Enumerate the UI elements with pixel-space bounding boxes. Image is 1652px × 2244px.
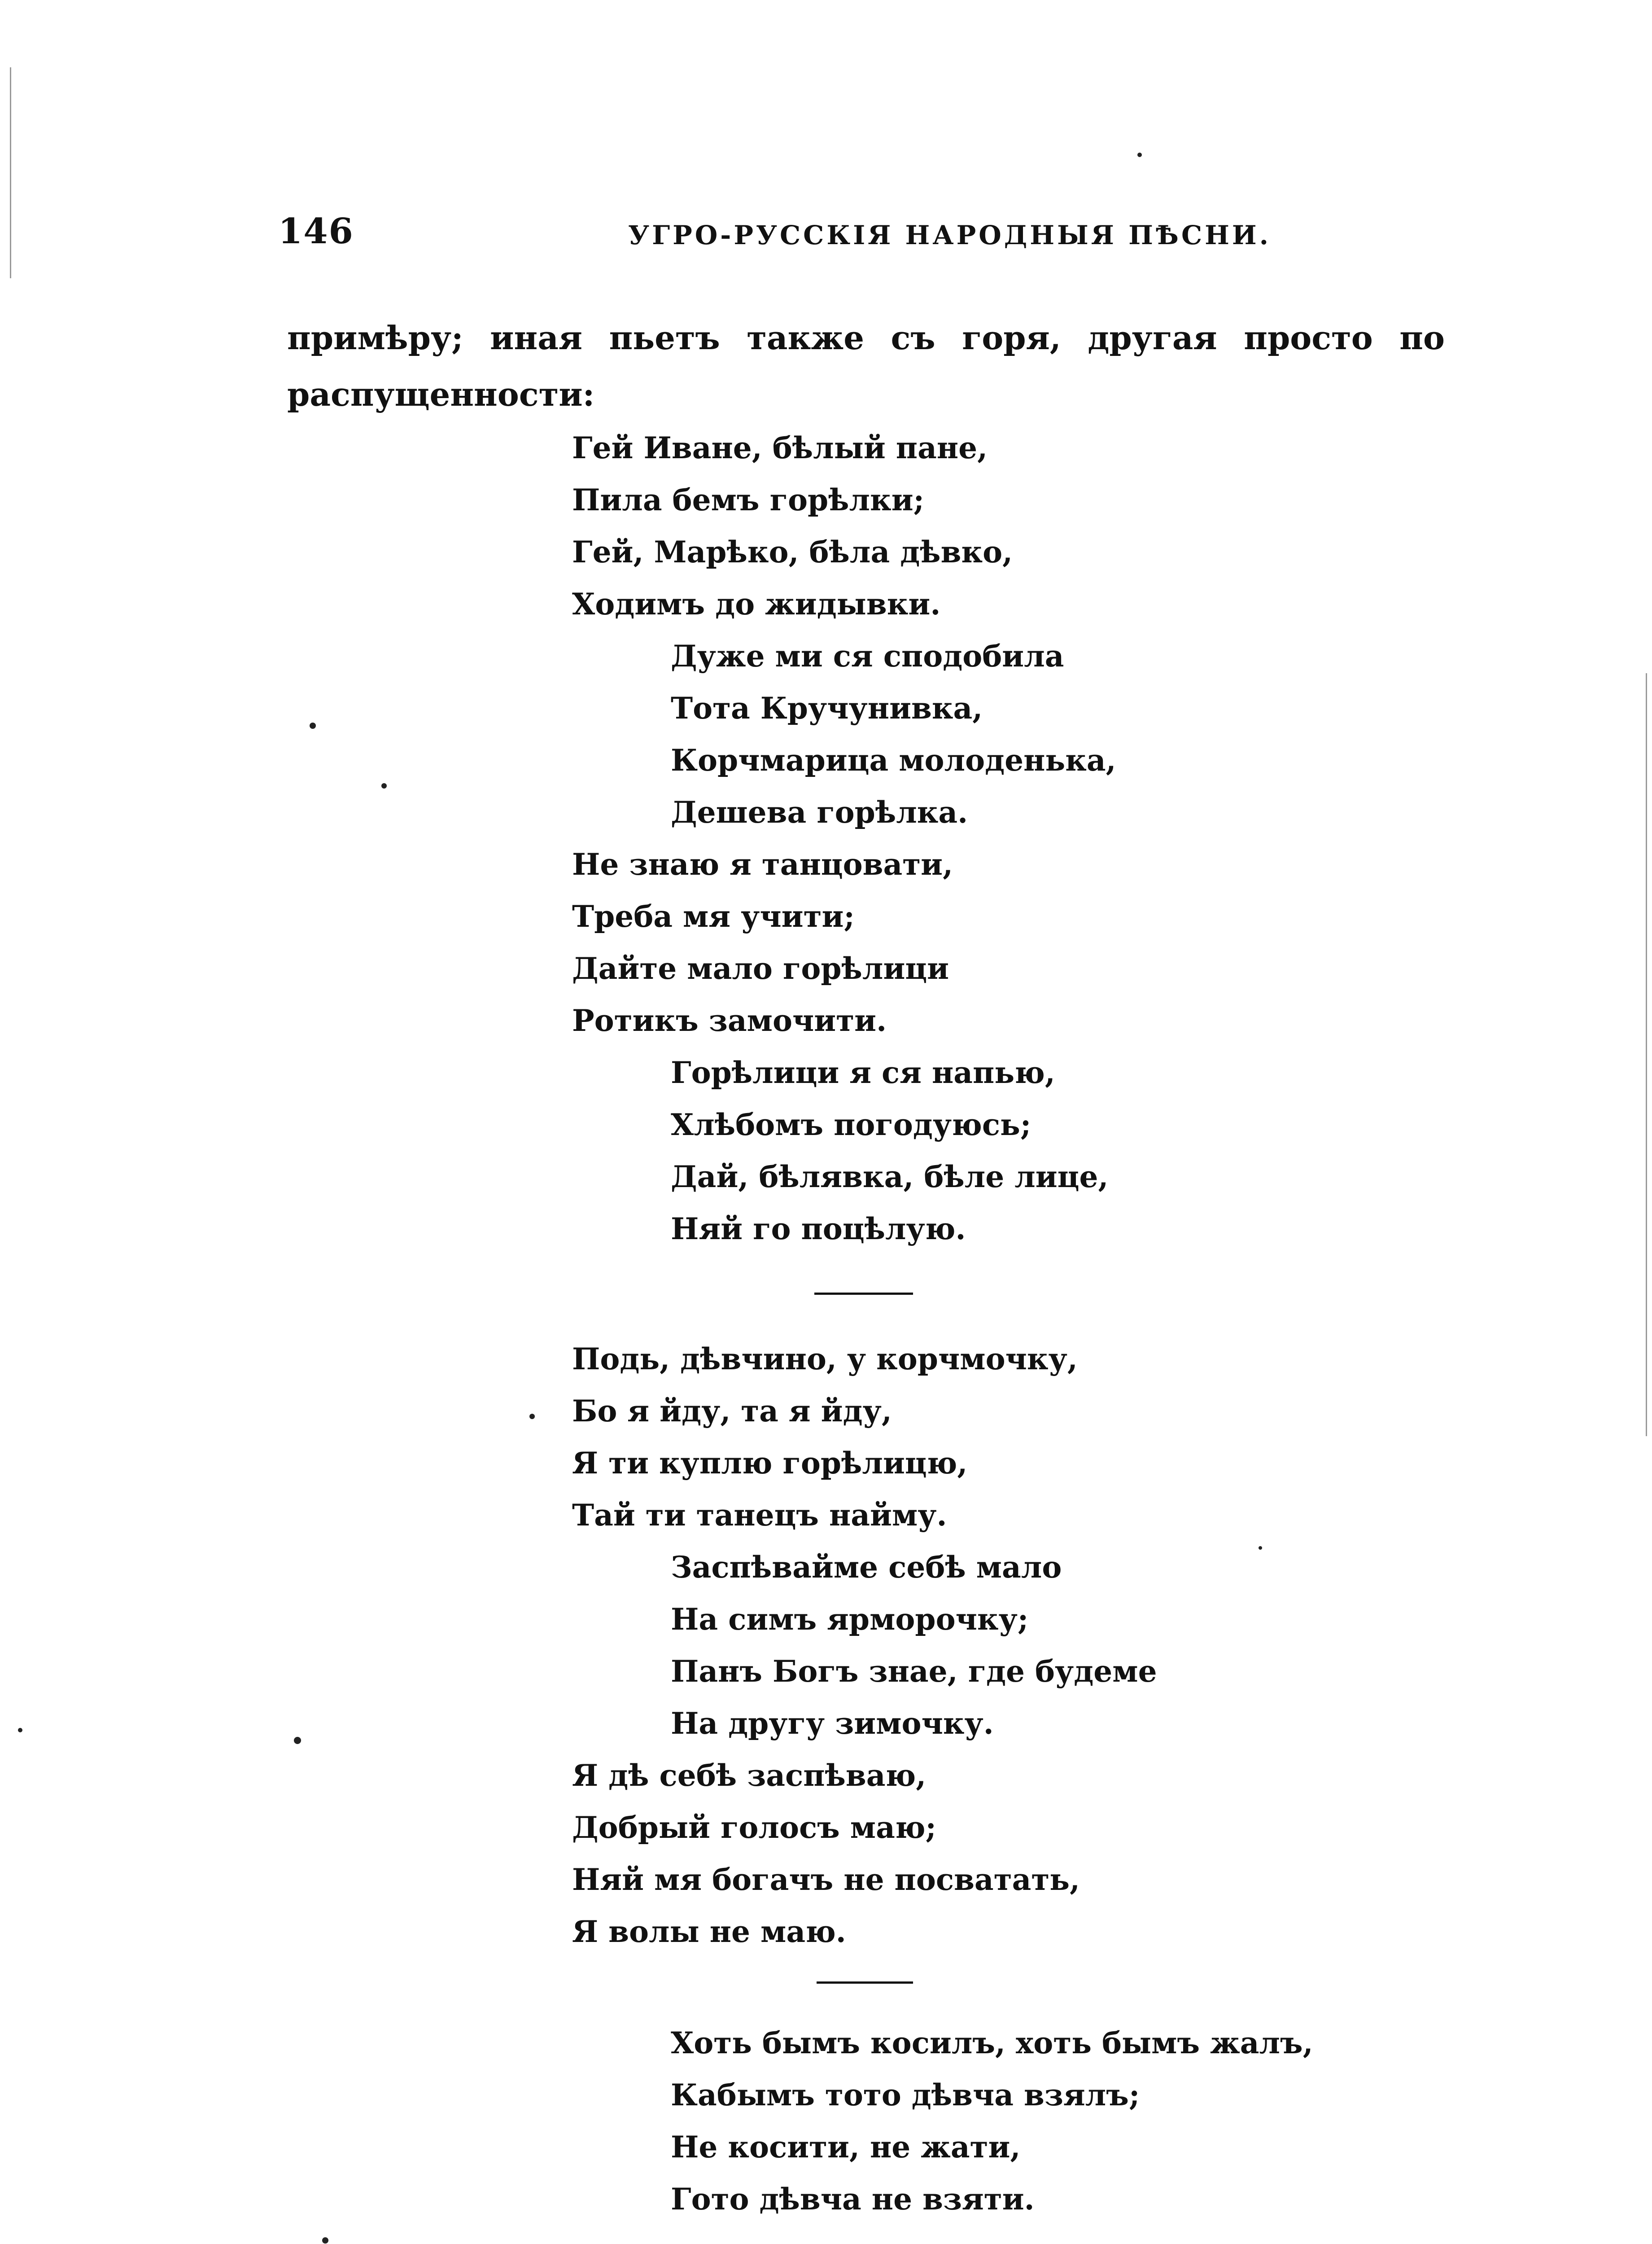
verse-line: Корчмарица молоденька, [671, 743, 1116, 778]
verse-line: На симъ ярморочку; [671, 1602, 1029, 1637]
verse-line: Дуже ми ся сподобила [671, 639, 1064, 674]
song-3-stanza-1 [671, 2017, 1313, 2225]
verse-line: Хоть бымъ косилъ, хоть бымъ жалъ, [671, 2025, 1313, 2060]
verse-line: Я дѣ себѣ заспѣваю, [572, 1758, 927, 1793]
verse-line: Горѣлици я ся напью, [671, 1055, 1055, 1090]
verse-line: Я ти куплю горѣлицю, [572, 1446, 968, 1481]
verse-line: Дайте мало горѣлици [572, 951, 949, 986]
verse-line: Ходимъ до жидывки. [572, 587, 941, 622]
scan-speck [294, 1737, 301, 1744]
verse-line: Дай, бѣлявка, бѣле лице, [671, 1159, 1109, 1194]
song-2-stanza-1 [572, 1333, 1078, 1541]
song-2-stanza-2 [671, 1541, 1157, 1749]
scan-speck [18, 1728, 22, 1732]
verse-line: Кабымъ тото дѣвча взялъ; [671, 2077, 1140, 2113]
verse-line: Тай ти танецъ найму. [572, 1498, 947, 1533]
song-1-stanza-3 [572, 838, 953, 1047]
verse-line: Дешева горѣлка. [671, 795, 968, 830]
verse-line: Добрый голосъ маю; [572, 1810, 936, 1845]
verse-line: На другу зимочку. [671, 1706, 994, 1741]
scan-speck [310, 723, 316, 729]
verse-line: Панъ Богъ знае, где будеме [671, 1654, 1157, 1689]
song-1-stanza-4 [671, 1047, 1108, 1255]
verse-line: Не знаю я танцовати, [572, 847, 953, 882]
verse-line: Гей Иване, бѣлый пане, [572, 430, 988, 465]
verse-line: Няй мя богачъ не посватать, [572, 1862, 1080, 1897]
verse-line: Бо я йду, та я йду, [572, 1394, 892, 1429]
verse-line: Треба мя учити; [572, 899, 855, 934]
song-2-stanza-3 [572, 1749, 1080, 1958]
scan-speck [1137, 153, 1142, 157]
intro-paragraph: примѣру; иная пьетъ также съ горя, другая просто по распущенности: [287, 319, 1445, 413]
verse-line: Пила бемъ горѣлки; [572, 482, 925, 517]
section-divider [814, 1293, 913, 1295]
song-1-stanza-2 [671, 630, 1116, 838]
page-number: 146 [278, 211, 354, 252]
verse-line: Ротикъ замочити. [572, 1003, 887, 1038]
verse-line: Тота Кручунивка, [671, 691, 983, 726]
scan-speck [381, 783, 387, 789]
scan-edge-left [10, 67, 11, 278]
verse-line: Подь, дѣвчино, у корчмочку, [572, 1341, 1078, 1376]
scan-speck [529, 1414, 535, 1419]
verse-line: Няй го поцѣлую. [671, 1211, 966, 1246]
verse-line: Не косити, не жати, [671, 2130, 1021, 2165]
song-1-stanza-1 [572, 422, 1013, 630]
verse-line: Хлѣбомъ погодуюсь; [671, 1107, 1031, 1142]
scan-edge-right [1646, 673, 1647, 1436]
scan-speck [322, 2237, 328, 2244]
verse-line: Заспѣвайме себѣ мало [671, 1550, 1062, 1585]
scan-speck [1259, 1546, 1262, 1550]
verse-line: Гей, Марѣко, бѣла дѣвко, [572, 535, 1013, 570]
verse-line: Я волы не маю. [572, 1914, 846, 1949]
running-head: УГРО-РУССКІЯ НАРОДНЫЯ ПѢСНИ. [628, 220, 1271, 250]
section-divider [817, 1981, 913, 1984]
verse-line: Гото дѣвча не взяти. [671, 2182, 1035, 2217]
